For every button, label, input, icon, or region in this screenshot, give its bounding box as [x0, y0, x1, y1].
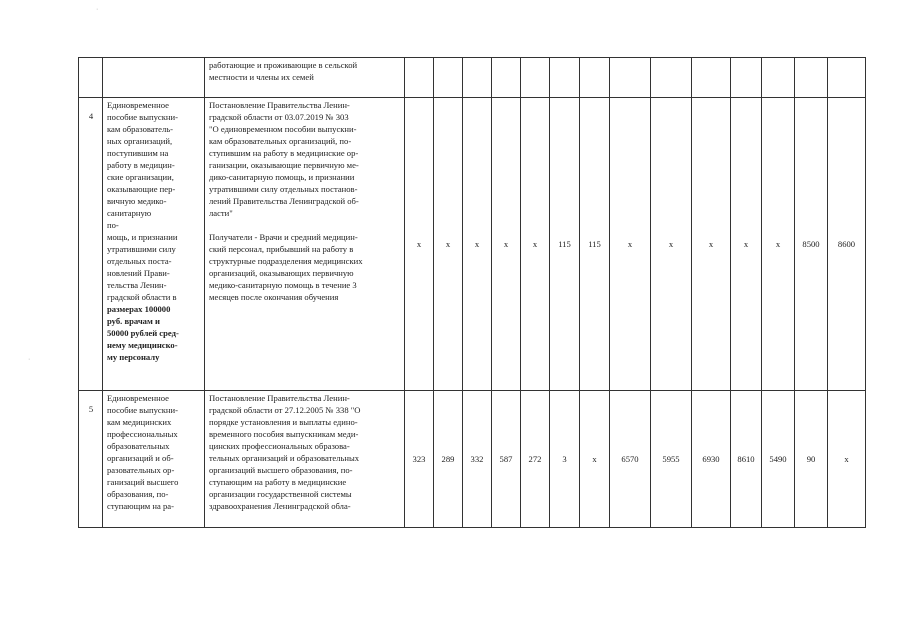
- value-cell: х: [731, 98, 762, 391]
- text-line: организации государственной системы: [209, 489, 352, 499]
- value-cell: [521, 58, 550, 98]
- text-line: разовательных ор-: [107, 465, 175, 475]
- text-line: новлений Прави-: [107, 268, 170, 278]
- text-line: ганизаций высшего: [107, 477, 179, 487]
- text-line: профессиональных: [107, 429, 178, 439]
- text-line: организаций высшего образования, по-: [209, 465, 353, 475]
- text-line: пособие выпускни-: [107, 405, 178, 415]
- text-line: ных организаций,: [107, 136, 173, 146]
- value-cell: 115: [580, 98, 610, 391]
- row-number-cell: [79, 98, 103, 391]
- value-cell: х: [762, 98, 795, 391]
- value-cell: 6570: [610, 391, 651, 528]
- row-number: 5: [88, 404, 94, 414]
- text-line: работающие и проживающие в сельской: [209, 60, 358, 70]
- value-cell: [434, 58, 463, 98]
- text-line: пособие выпускни-: [107, 112, 178, 122]
- text-line: ский персонал, прибывший на работу в: [209, 244, 354, 254]
- text-line: 50000 рублей сред-: [107, 328, 179, 338]
- row-number-cell: [79, 391, 103, 528]
- value-cell: х: [405, 98, 434, 391]
- table-row: [79, 58, 866, 98]
- text-line: порядке установления и выплаты едино-: [209, 417, 358, 427]
- text-line: Единовременное: [107, 100, 169, 110]
- value-cell: 332: [463, 391, 492, 528]
- text-line: градской области от 03.07.2019 № 303: [209, 112, 349, 122]
- text-line: ступившим на работу в медицинские ор-: [209, 148, 359, 158]
- value-cell: [731, 58, 762, 98]
- value-cell: х: [521, 98, 550, 391]
- value-cell: 323: [405, 391, 434, 528]
- text-line: мощь, и признании: [107, 232, 178, 242]
- value-cell: х: [434, 98, 463, 391]
- legal-basis-cell: [205, 391, 405, 528]
- value-cell: [651, 58, 692, 98]
- text-line: градской области в: [107, 292, 177, 302]
- text-line: размерах 100000: [107, 304, 171, 314]
- row-number: 4: [88, 111, 94, 121]
- text-line: поступившим на: [107, 148, 169, 158]
- text-line: ганизации, оказывающие первичную ме-: [209, 160, 359, 170]
- text-line: ласти": [209, 208, 233, 218]
- text-line: цинских профессиональных образова-: [209, 441, 350, 451]
- text-line: градской области от 27.12.2005 № 338 "О: [209, 405, 361, 415]
- value-cell: [405, 58, 434, 98]
- paragraph-gap: [209, 219, 401, 231]
- text-line: "О единовременном пособии выпускни-: [209, 124, 357, 134]
- value-cell: [795, 58, 828, 98]
- value-cell: [550, 58, 580, 98]
- text-line: утратившими силу: [107, 244, 176, 254]
- table-row: [79, 391, 866, 528]
- text-line: месяцев после окончания обучения: [209, 292, 339, 302]
- value-cell: х: [610, 98, 651, 391]
- text-line: Постановление Правительства Ленин-: [209, 100, 350, 110]
- value-cell: [692, 58, 731, 98]
- value-cell: [828, 58, 866, 98]
- value-cell: 272: [521, 391, 550, 528]
- value-cell: 587: [492, 391, 521, 528]
- text-line: образовательных: [107, 441, 170, 451]
- value-cell: 5490: [762, 391, 795, 528]
- text-line: организаций и об-: [107, 453, 174, 463]
- benefit-description-cell: [103, 391, 205, 528]
- scan-dot-top: ·: [96, 6, 99, 13]
- value-cell: [580, 58, 610, 98]
- text-line: образования, по-: [107, 489, 169, 499]
- value-cell: х: [828, 391, 866, 528]
- value-cell: 5955: [651, 391, 692, 528]
- value-cell: 8610: [731, 391, 762, 528]
- text-line: ступающим на ра-: [107, 501, 174, 511]
- text-line: тельных организаций и образовательных: [209, 453, 360, 463]
- value-cell: х: [692, 98, 731, 391]
- text-line: му персоналу: [107, 352, 160, 362]
- text-line: кам образователь-: [107, 124, 174, 134]
- text-line: Единовременное: [107, 393, 169, 403]
- row-number-cell: [79, 58, 103, 98]
- value-cell: х: [651, 98, 692, 391]
- text-line: лений Правительства Ленинградской об-: [209, 196, 359, 206]
- value-cell: х: [463, 98, 492, 391]
- text-line: кам образовательных организаций, по-: [209, 136, 352, 146]
- text-line: оказывающие пер-: [107, 184, 176, 194]
- scan-dot-left: ·: [28, 356, 31, 363]
- text-line: Получатели - Врачи и средний медицин-: [209, 232, 358, 242]
- value-cell: 90: [795, 391, 828, 528]
- text-line: дико-санитарную помощь, и признании: [209, 172, 355, 182]
- value-cell: [492, 58, 521, 98]
- text-line: ские организации,: [107, 172, 174, 182]
- text-line: санитарную: [107, 208, 152, 218]
- text-line: Постановление Правительства Ленин-: [209, 393, 350, 403]
- value-cell: х: [580, 391, 610, 528]
- text-line: руб. врачам и: [107, 316, 160, 326]
- value-cell: 289: [434, 391, 463, 528]
- text-line: организаций, оказывающих первичную: [209, 268, 354, 278]
- benefit-description-cell: [103, 98, 205, 391]
- value-cell: 8500: [795, 98, 828, 391]
- legal-basis-cell: [205, 58, 405, 98]
- text-line: здравоохранения Ленинградской обла-: [209, 501, 351, 511]
- text-line: по-: [107, 220, 119, 230]
- text-line: отдельных поста-: [107, 256, 172, 266]
- value-cell: 3: [550, 391, 580, 528]
- text-line: работу в медицин-: [107, 160, 175, 170]
- text-line: вичную медико-: [107, 196, 167, 206]
- text-line: утратившими силу отдельных постанов-: [209, 184, 358, 194]
- value-cell: х: [492, 98, 521, 391]
- text-line: нему медицинско-: [107, 340, 178, 350]
- value-cell: 8600: [828, 98, 866, 391]
- value-cell: [463, 58, 492, 98]
- text-line: временного пособия выпускникам меди-: [209, 429, 359, 439]
- benefit-description-cell: [103, 58, 205, 98]
- value-cell: [610, 58, 651, 98]
- value-cell: 115: [550, 98, 580, 391]
- text-line: структурные подразделения медицинских: [209, 256, 363, 266]
- text-line: тельства Ленин-: [107, 280, 167, 290]
- benefits-table: [78, 57, 866, 528]
- value-cell: [762, 58, 795, 98]
- text-line: медико-санитарную помощь в течение 3: [209, 280, 357, 290]
- legal-basis-cell: [205, 98, 405, 391]
- text-line: кам медицинских: [107, 417, 172, 427]
- table-row: [79, 98, 866, 391]
- text-line: местности и члены их семей: [209, 72, 314, 82]
- text-line: ступающим на работу в медицинские: [209, 477, 347, 487]
- value-cell: 6930: [692, 391, 731, 528]
